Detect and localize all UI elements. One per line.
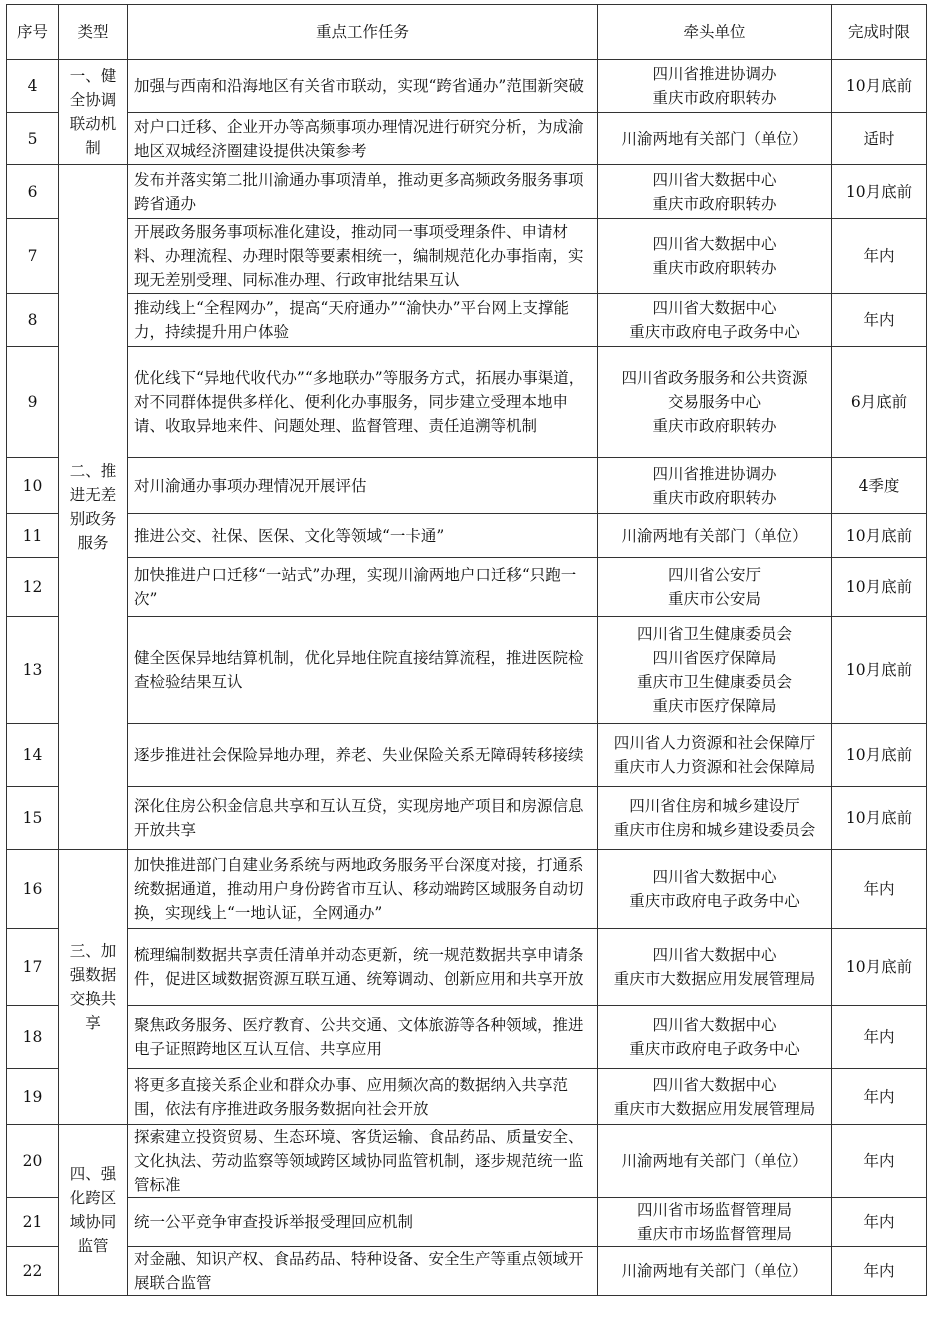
work-task-table [6, 4, 927, 1296]
row-number: 15 [7, 787, 59, 850]
lead-unit: 川渝两地有关部门（单位） [621, 129, 808, 148]
lead-unit-cell [598, 347, 832, 458]
table-row [7, 724, 927, 787]
deadline-cell: 10月底前 [832, 724, 927, 787]
row-number: 21 [7, 1198, 59, 1247]
lead-unit: 四川省卫生健康委员会 [636, 625, 792, 643]
header-lead-unit: 牵头单位 [598, 5, 832, 60]
task-description: 对金融、知识产权、食品药品、特种设备、安全生产等重点领域开展联合监管 [128, 1247, 598, 1296]
row-number: 16 [7, 850, 59, 929]
table-row [7, 1125, 927, 1198]
lead-unit: 重庆市市场监督管理局 [636, 1225, 792, 1243]
lead-unit: 四川省政务服务和公共资源 [621, 369, 808, 387]
row-number: 5 [7, 113, 59, 165]
deadline-cell: 年内 [832, 1006, 927, 1069]
lead-unit: 重庆市医疗保障局 [652, 697, 777, 715]
table-row [7, 1069, 927, 1125]
lead-unit: 四川省推进协调办 [652, 464, 777, 483]
row-number: 18 [7, 1006, 59, 1069]
row-number: 9 [7, 347, 59, 458]
lead-unit-cell [598, 514, 832, 558]
deadline-cell: 适时 [832, 113, 927, 165]
lead-unit: 四川省公安厅 [667, 566, 761, 584]
deadline-cell: 10月底前 [832, 929, 927, 1006]
task-description: 加快推进部门自建业务系统与两地政务服务平台深度对接，打通系统数据通道，推动用户身份跨省市互认、移动端跨区域服务自动切换，实现线上“一地认证，全网通办” [128, 850, 598, 929]
lead-unit-cell [598, 1006, 832, 1069]
row-number: 10 [7, 458, 59, 514]
table-row [7, 850, 927, 929]
category-cell: 一、健全协调联动机制 [59, 60, 128, 165]
table-row [7, 294, 927, 347]
lead-unit: 四川省大数据中心 [652, 299, 777, 317]
lead-unit-cell [598, 787, 832, 850]
row-number: 4 [7, 60, 59, 113]
row-number: 17 [7, 929, 59, 1006]
task-description: 加快推进户口迁移“一站式”办理，实现川渝两地户口迁移“只跑一次” [128, 558, 598, 617]
lead-unit: 四川省医疗保障局 [652, 649, 777, 667]
lead-unit-cell [598, 113, 832, 165]
task-description: 推进公交、社保、医保、文化等领域“一卡通” [128, 514, 598, 558]
row-number: 14 [7, 724, 59, 787]
header-type: 类型 [59, 5, 128, 60]
lead-unit: 四川省大数据中心 [652, 868, 777, 886]
category-cell: 三、加强数据交换共享 [59, 850, 128, 1125]
lead-unit: 重庆市住房和城乡建设委员会 [613, 821, 816, 839]
lead-unit-cell [598, 1069, 832, 1125]
deadline-cell: 年内 [832, 1198, 927, 1247]
task-description: 推动线上“全程网办”，提高“天府通办”“渝快办”平台网上支撑能力，持续提升用户体验 [128, 294, 598, 347]
lead-unit: 川渝两地有关部门（单位） [621, 526, 808, 545]
deadline-cell: 6月底前 [832, 347, 927, 458]
task-description: 梳理编制数据共享责任清单并动态更新，统一规范数据共享申请条件，促进区域数据资源互联互通、统筹调动、创新应用和共享开放 [128, 929, 598, 1006]
deadline-cell: 年内 [832, 1069, 927, 1125]
lead-unit: 重庆市政府电子政务中心 [629, 1040, 800, 1058]
lead-unit: 重庆市政府电子政务中心 [629, 892, 800, 910]
table-row [7, 1247, 927, 1296]
lead-unit: 重庆市大数据应用发展管理局 [613, 1099, 816, 1118]
lead-unit: 四川省大数据中心 [652, 946, 777, 964]
lead-unit-cell [598, 219, 832, 294]
lead-unit-cell [598, 850, 832, 929]
row-number: 20 [7, 1125, 59, 1198]
task-description: 加强与西南和沿海地区有关省市联动，实现“跨省通办”范围新突破 [128, 60, 598, 113]
row-number: 22 [7, 1247, 59, 1296]
table-row [7, 929, 927, 1006]
task-description: 对川渝通办事项办理情况开展评估 [128, 458, 598, 514]
lead-unit: 川渝两地有关部门（单位） [621, 1262, 808, 1280]
deadline-cell: 10月底前 [832, 165, 927, 219]
lead-unit-cell [598, 60, 832, 113]
task-description: 将更多直接关系企业和群众办事、应用频次高的数据纳入共享范围，依法有序推进政务服务数据向社会开放 [128, 1069, 598, 1125]
lead-unit-cell [598, 1198, 832, 1247]
table-row [7, 514, 927, 558]
lead-unit-cell [598, 1125, 832, 1198]
lead-unit: 重庆市政府职转办 [652, 259, 777, 277]
category-cell: 四、强化跨区域协同监管 [59, 1125, 128, 1296]
table-row [7, 458, 927, 514]
row-number: 19 [7, 1069, 59, 1125]
task-description: 聚焦政务服务、医疗教育、公共交通、文体旅游等各种领域，推进电子证照跨地区互认互信、共享应用 [128, 1006, 598, 1069]
deadline-cell: 10月底前 [832, 617, 927, 724]
lead-unit: 四川省住房和城乡建设厅 [629, 797, 800, 815]
lead-unit: 四川省市场监督管理局 [636, 1201, 792, 1219]
header-task: 重点工作任务 [128, 5, 598, 60]
task-description: 健全医保异地结算机制，优化异地住院直接结算流程，推进医院检查检验结果互认 [128, 617, 598, 724]
lead-unit: 四川省大数据中心 [652, 1016, 777, 1034]
deadline-cell: 4季度 [832, 458, 927, 514]
table-row [7, 165, 927, 219]
table-row [7, 1198, 927, 1247]
lead-unit: 重庆市政府职转办 [652, 417, 777, 435]
header-deadline: 完成时限 [832, 5, 927, 60]
lead-unit: 重庆市政府职转办 [652, 194, 777, 213]
task-description: 发布并落实第二批川渝通办事项清单，推动更多高频政务服务事项跨省通办 [128, 165, 598, 219]
row-number: 12 [7, 558, 59, 617]
deadline-cell: 年内 [832, 294, 927, 347]
table-row [7, 113, 927, 165]
row-number: 6 [7, 165, 59, 219]
deadline-cell: 年内 [832, 219, 927, 294]
deadline-cell: 10月底前 [832, 558, 927, 617]
lead-unit-cell [598, 1247, 832, 1296]
lead-unit: 重庆市政府职转办 [652, 488, 777, 507]
deadline-cell: 10月底前 [832, 787, 927, 850]
task-description: 逐步推进社会保险异地办理，养老、失业保险关系无障碍转移接续 [128, 724, 598, 787]
table-row [7, 558, 927, 617]
lead-unit: 四川省大数据中心 [652, 1075, 777, 1094]
lead-unit: 重庆市人力资源和社会保障局 [613, 758, 816, 776]
category-cell: 二、推进无差别政务服务 [59, 165, 128, 850]
deadline-cell: 年内 [832, 1125, 927, 1198]
table-row [7, 1006, 927, 1069]
deadline-cell: 10月底前 [832, 60, 927, 113]
lead-unit: 四川省推进协调办 [652, 65, 777, 83]
lead-unit-cell [598, 294, 832, 347]
task-description: 深化住房公积金信息共享和互认互贷，实现房地产项目和房源信息开放共享 [128, 787, 598, 850]
header-number: 序号 [7, 5, 59, 60]
deadline-cell: 年内 [832, 1247, 927, 1296]
lead-unit: 交易服务中心 [667, 393, 761, 411]
lead-unit-cell [598, 724, 832, 787]
lead-unit: 重庆市大数据应用发展管理局 [613, 970, 816, 988]
task-description: 统一公平竞争审查投诉举报受理回应机制 [128, 1198, 598, 1247]
lead-unit: 川渝两地有关部门（单位） [621, 1152, 808, 1170]
deadline-cell: 10月底前 [832, 514, 927, 558]
lead-unit: 重庆市公安局 [667, 590, 761, 608]
lead-unit-cell [598, 558, 832, 617]
header-row [7, 5, 927, 60]
deadline-cell: 年内 [832, 850, 927, 929]
row-number: 11 [7, 514, 59, 558]
task-description: 探索建立投资贸易、生态环境、客货运输、食品药品、质量安全、文化执法、劳动监察等领域跨区域协同监管机制，逐步规范统一监管标准 [128, 1125, 598, 1198]
task-description: 对户口迁移、企业开办等高频事项办理情况进行研究分析，为成渝地区双城经济圈建设提供决策参考 [128, 113, 598, 165]
lead-unit-cell [598, 458, 832, 514]
table-row [7, 617, 927, 724]
lead-unit: 四川省人力资源和社会保障厅 [613, 734, 816, 752]
table-row [7, 787, 927, 850]
table-row [7, 60, 927, 113]
lead-unit: 重庆市政府职转办 [652, 89, 777, 107]
task-description: 优化线下“异地代收代办”“多地联办”等服务方式，拓展办事渠道，对不同群体提供多样化、便利化办事服务，同步建立受理本地申请、收取异地来件、问题处理、监督管理、责任追溯等机制 [128, 347, 598, 458]
row-number: 7 [7, 219, 59, 294]
lead-unit: 重庆市政府电子政务中心 [629, 323, 800, 341]
row-number: 13 [7, 617, 59, 724]
lead-unit-cell [598, 617, 832, 724]
table-row [7, 219, 927, 294]
lead-unit: 重庆市卫生健康委员会 [636, 673, 792, 691]
lead-unit-cell [598, 165, 832, 219]
table-body [7, 60, 927, 1296]
lead-unit-cell [598, 929, 832, 1006]
lead-unit: 四川省大数据中心 [652, 170, 777, 189]
lead-unit: 四川省大数据中心 [652, 235, 777, 253]
table-row [7, 347, 927, 458]
task-description: 开展政务服务事项标准化建设，推动同一事项受理条件、申请材料、办理流程、办理时限等要素相统一，编制规范化办事指南，实现无差别受理、同标准办理、行政审批结果互认 [128, 219, 598, 294]
row-number: 8 [7, 294, 59, 347]
